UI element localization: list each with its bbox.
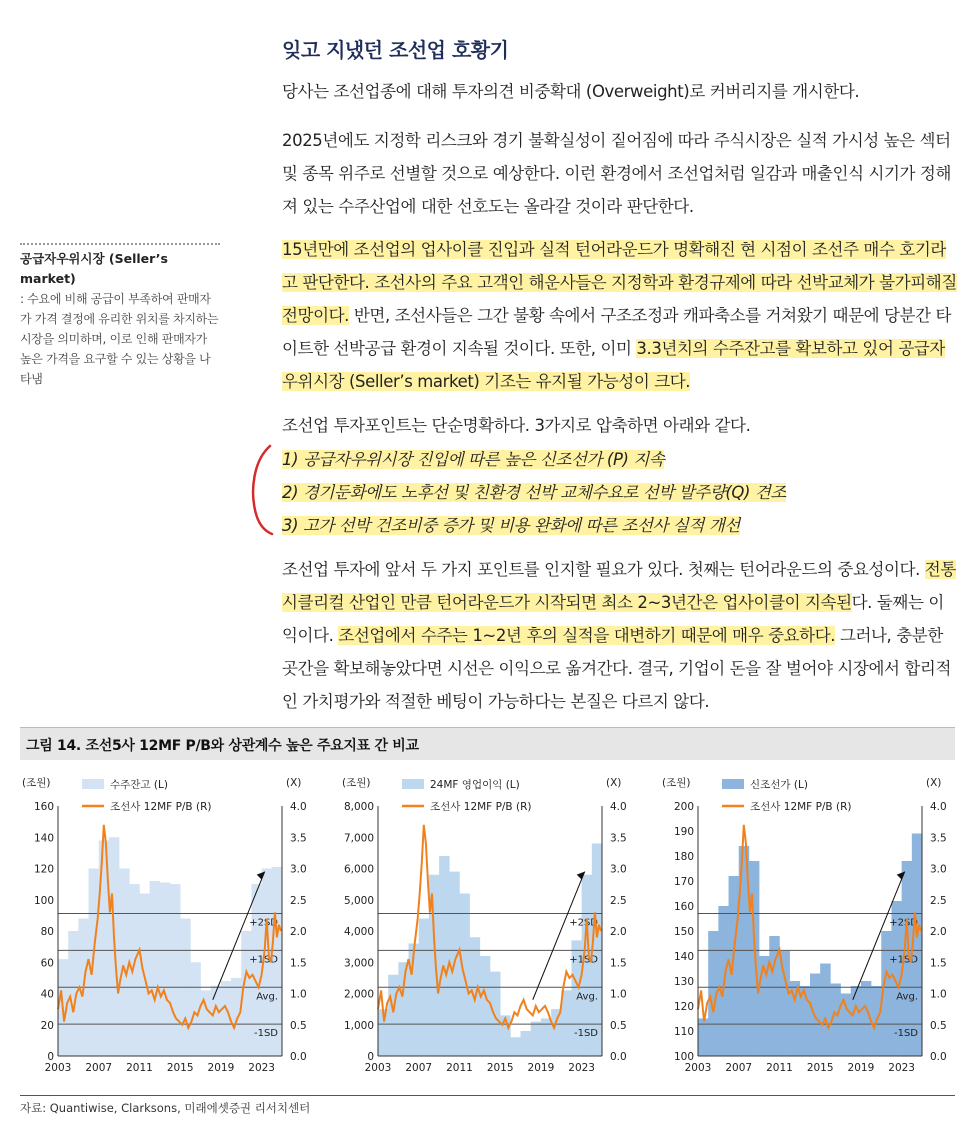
- text-segment: 조선업 투자에 앞서 두 가지 포인트를 인지할 필요가 있다. 첫째는 턴어라운드의 중요성이다.: [282, 560, 925, 579]
- sd-label: -1SD: [573, 1028, 598, 1040]
- bar: [490, 972, 500, 1056]
- sd-label: +1SD: [249, 954, 278, 966]
- left-tick-label: 6,000: [343, 863, 374, 876]
- right-tick-label: 3.0: [290, 863, 307, 876]
- figure-title-bar: [20, 727, 955, 760]
- left-tick-label: 140: [33, 832, 54, 845]
- bar: [510, 1037, 520, 1056]
- legend-bar-label: 신조선가 (L): [750, 779, 808, 791]
- right-tick-label: 4.0: [610, 801, 627, 813]
- bar: [150, 881, 160, 1056]
- left-tick-label: 7,000: [343, 832, 374, 845]
- left-tick-label: 120: [673, 1001, 694, 1013]
- sd-label: -1SD: [893, 1028, 918, 1040]
- sd-label: Avg.: [576, 991, 598, 1003]
- legend-line-label: 조선사 12MF P/B (R): [750, 801, 852, 813]
- bar: [119, 869, 129, 1057]
- right-tick-label: 0.5: [610, 1019, 627, 1032]
- x-tick-label: 2003: [44, 1062, 72, 1074]
- left-tick-label: 160: [33, 801, 54, 813]
- left-tick-label: 140: [673, 951, 694, 963]
- x-tick-label: 2023: [248, 1062, 276, 1074]
- figure-title: 그림 14. 조선5사 12MF P/B와 상관계수 높은 주요지표 간 비교: [26, 738, 419, 754]
- right-tick-label: 1.5: [610, 957, 627, 970]
- investment-point: 2) 경기둔화에도 노후선 및 친환경 선박 교체수요로 선박 발주량(Q) 견조: [282, 483, 786, 502]
- left-tick-label: 80: [40, 926, 54, 938]
- right-tick-label: 0.0: [290, 1051, 307, 1063]
- right-unit-label: (X): [606, 777, 622, 789]
- bar: [851, 986, 861, 1056]
- right-tick-label: 2.5: [290, 894, 307, 907]
- paragraph-investment-points-intro: 조선업 투자포인트는 단순명확하다. 3가지로 압축하면 아래와 같다.: [282, 416, 751, 435]
- section-title: 잊고 지냈던 조선업 호황기: [282, 38, 509, 62]
- left-tick-label: 190: [673, 826, 694, 838]
- red-bracket-mark: [246, 442, 276, 538]
- right-tick-label: 3.0: [930, 863, 947, 876]
- left-tick-label: 100: [673, 1051, 694, 1063]
- right-tick-label: 1.5: [930, 957, 947, 970]
- bar: [749, 861, 759, 1056]
- paragraph-coverage: 당사는 조선업종에 대해 투자의견 비중확대 (Overweight)로 커버리지를 개시한다.: [282, 82, 860, 101]
- right-unit-label: (X): [286, 777, 302, 789]
- sidebar-note-body: : 수요에 비해 공급이 부족하여 판매자가 가격 결정에 유리한 위치를 차지하는 시장을 의미하며, 이로 인해 판매자가 높은 가격을 요구할 수 있는 상황을 나타냄: [20, 292, 219, 386]
- right-tick-label: 3.0: [610, 863, 627, 876]
- source-note: 자료: Quantiwise, Clarksons, 미래에셋증권 리서치센터: [20, 1095, 955, 1116]
- bar: [211, 986, 221, 1056]
- left-tick-label: 160: [673, 901, 694, 913]
- left-tick-label: 8,000: [343, 801, 374, 813]
- left-unit-label: (조원): [342, 777, 371, 789]
- left-tick-label: 60: [40, 957, 54, 970]
- left-tick-label: 120: [33, 863, 54, 876]
- legend-bar-label: 수주잔고 (L): [110, 779, 168, 791]
- left-tick-label: 0: [47, 1051, 54, 1063]
- x-tick-label: 2003: [364, 1062, 392, 1074]
- chart-operating-profit: [340, 768, 650, 1086]
- text-segment: 그러나, 충분한 곳간을 확보해놓았다면 시선은 이익으로 옮겨간다. 결국, 기업이 돈을 잘 벌어야 시장에서 합리적인 가치평가와 적절한 베팅이 가능하다는 본질은 다르지 않다.: [282, 626, 952, 711]
- right-tick-label: 0.5: [930, 1019, 947, 1032]
- investment-points-list: [282, 443, 786, 542]
- x-tick-label: 2019: [207, 1062, 235, 1074]
- bar: [201, 990, 211, 1056]
- x-tick-label: 2015: [806, 1062, 834, 1074]
- investment-point: 3) 고가 선박 건조비중 증가 및 비용 완화에 따른 조선사 실적 개선: [282, 516, 740, 535]
- bar: [170, 884, 180, 1056]
- left-tick-label: 3,000: [343, 957, 374, 970]
- x-tick-label: 2015: [486, 1062, 514, 1074]
- x-tick-label: 2011: [126, 1062, 153, 1074]
- sd-label: Avg.: [256, 991, 278, 1003]
- bar: [480, 956, 490, 1056]
- left-tick-label: 200: [673, 801, 694, 813]
- left-tick-label: 5,000: [343, 894, 374, 907]
- left-tick-label: 110: [673, 1026, 694, 1038]
- x-tick-label: 2023: [888, 1062, 916, 1074]
- bar: [160, 883, 170, 1056]
- left-tick-label: 2,000: [343, 988, 374, 1001]
- x-tick-label: 2019: [847, 1062, 875, 1074]
- right-tick-label: 2.0: [610, 926, 627, 938]
- x-tick-label: 2023: [568, 1062, 596, 1074]
- paragraph-buy-signal: [282, 233, 957, 398]
- legend-bar-swatch: [402, 779, 424, 789]
- left-tick-label: 150: [673, 926, 694, 938]
- sidebar-note-title: 공급자우위시장 (Seller’s market): [20, 251, 168, 286]
- right-tick-label: 1.0: [610, 988, 627, 1001]
- highlighted-text: 15년만에 조선업의 업사이클 진입과 실적 턴어라운드가 명확해진 현 시점이 조선주 매수 호기라고 판단한다. 조선사의 주요 고객인 해운사들은 지정학과 환경규제에 따라 선박교체가 불가피해질 전망이다.: [282, 240, 957, 325]
- sd-label: -1SD: [253, 1028, 278, 1040]
- left-tick-label: 0: [367, 1051, 374, 1063]
- x-tick-label: 2011: [446, 1062, 473, 1074]
- left-tick-label: 20: [40, 1019, 54, 1032]
- x-tick-label: 2007: [405, 1062, 433, 1074]
- right-tick-label: 2.0: [930, 926, 947, 938]
- left-tick-label: 170: [673, 876, 694, 888]
- text-segment: 다. 둘째는 이익이다.: [282, 593, 944, 645]
- bar: [551, 1009, 561, 1056]
- legend-bar-label: 24MF 영업이익 (L): [430, 779, 520, 791]
- bar: [231, 978, 241, 1056]
- bar: [521, 1031, 531, 1056]
- highlighted-text: 3.3년치의 수주잔고를 확보하고 있어 공급자우위시장 (Seller’s market) 기조는 유지될 가능성이 크다.: [282, 339, 945, 391]
- x-tick-label: 2007: [725, 1062, 753, 1074]
- x-tick-label: 2015: [166, 1062, 194, 1074]
- right-tick-label: 0.0: [930, 1051, 947, 1063]
- right-tick-label: 3.5: [610, 832, 627, 845]
- left-tick-label: 180: [673, 851, 694, 863]
- left-unit-label: (조원): [22, 777, 51, 789]
- left-unit-label: (조원): [662, 777, 691, 789]
- bar: [820, 964, 830, 1057]
- x-tick-label: 2007: [85, 1062, 113, 1074]
- x-tick-label: 2019: [527, 1062, 555, 1074]
- right-tick-label: 4.0: [290, 801, 307, 813]
- bar: [561, 990, 571, 1056]
- highlighted-text: 조선업에서 수주는 1~2년 후의 실적을 대변하기 때문에 매우 중요하다.: [338, 626, 836, 645]
- left-tick-label: 4,000: [343, 926, 374, 938]
- investment-point: 1) 공급자우위시장 진입에 따른 높은 신조선가 (P) 지속: [282, 450, 665, 469]
- right-tick-label: 2.5: [610, 894, 627, 907]
- sd-label: +2SD: [249, 917, 278, 929]
- highlighted-text: 전통 시클리컬 산업인 만큼 턴어라운드가 시작되면 최소 2~3년간은 업사이클이 지속된: [282, 560, 956, 612]
- sd-label: +1SD: [889, 954, 918, 966]
- legend-line-label: 조선사 12MF P/B (R): [430, 801, 532, 813]
- sd-label: +1SD: [569, 954, 598, 966]
- bar: [531, 1022, 541, 1056]
- right-tick-label: 1.5: [290, 957, 307, 970]
- x-tick-label: 2003: [684, 1062, 712, 1074]
- right-tick-label: 4.0: [930, 801, 947, 813]
- text-segment: 반면, 조선사들은 그간 불황 속에서 구조조정과 캐파축소를 거쳐왔기 때문에 당분간 타이트한 선박공급 환경이 지속될 것이다. 또한, 이미: [282, 306, 952, 358]
- right-tick-label: 1.0: [930, 988, 947, 1001]
- left-tick-label: 100: [33, 894, 54, 907]
- sd-label: +2SD: [889, 917, 918, 929]
- legend-bar-swatch: [722, 779, 744, 789]
- right-tick-label: 3.5: [930, 832, 947, 845]
- right-tick-label: 1.0: [290, 988, 307, 1001]
- x-tick-label: 2011: [766, 1062, 793, 1074]
- right-unit-label: (X): [926, 777, 942, 789]
- left-tick-label: 130: [673, 976, 694, 988]
- chart-newbuild-price: [660, 768, 970, 1086]
- left-tick-label: 1,000: [343, 1019, 374, 1032]
- sidebar-note: [20, 243, 220, 389]
- right-tick-label: 0.0: [610, 1051, 627, 1063]
- right-tick-label: 2.0: [290, 926, 307, 938]
- legend-bar-swatch: [82, 779, 104, 789]
- right-tick-label: 2.5: [930, 894, 947, 907]
- right-tick-label: 3.5: [290, 832, 307, 845]
- bar: [439, 856, 449, 1056]
- legend-line-label: 조선사 12MF P/B (R): [110, 801, 212, 813]
- chart-order-backlog: [20, 768, 330, 1086]
- paragraph-outlook: 2025년에도 지정학 리스크와 경기 불확실성이 짙어짐에 따라 주식시장은 실적 가시성 높은 섹터 및 종목 위주로 선별할 것으로 예상한다. 이런 환경에서 조선업처럼 일감과 매출인식 시기가 정해져 있는 수주산업에 대한 선호도는 올라갈 것이라 판단한다.: [282, 131, 952, 216]
- right-tick-label: 0.5: [290, 1019, 307, 1032]
- bar: [779, 951, 789, 1056]
- sd-label: Avg.: [896, 991, 918, 1003]
- sd-label: +2SD: [569, 917, 598, 929]
- paragraph-two-points: [282, 553, 957, 718]
- left-tick-label: 40: [40, 988, 54, 1001]
- bar: [398, 962, 408, 1056]
